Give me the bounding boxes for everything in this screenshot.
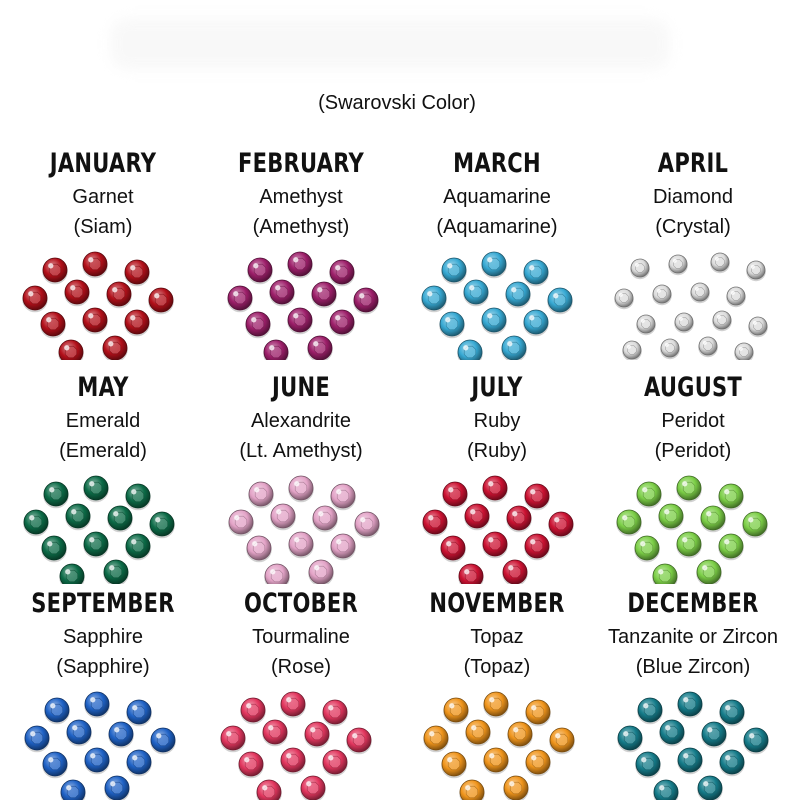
gem-icon [330, 534, 356, 560]
gem-icon [263, 340, 289, 360]
month-name: AUGUST [643, 372, 743, 403]
gem-icon [525, 750, 551, 776]
month-cell-october [202, 588, 400, 803]
month-cell-july [398, 372, 596, 587]
gem-icon [676, 476, 702, 502]
gem-icon [82, 252, 108, 278]
gem-icon [65, 504, 91, 530]
swarovski-name: (Ruby) [466, 440, 527, 462]
gem-icon [630, 259, 650, 279]
gem-icon [652, 564, 678, 584]
gem-icon [308, 560, 334, 584]
month-cell-august [594, 372, 792, 587]
month-name: MARCH [453, 148, 541, 179]
month-name: MAY [77, 372, 129, 403]
gem-icon [106, 282, 132, 308]
gem-icon [124, 310, 150, 336]
gem-icon [288, 476, 314, 502]
gem-icon [440, 536, 466, 562]
swarovski-name: (Lt. Amethyst) [239, 440, 363, 462]
month-name: DECEMBER [627, 588, 759, 619]
swarovski-name: (Peridot) [654, 440, 732, 462]
gem-icon [734, 343, 754, 360]
gem-icon [547, 288, 573, 314]
gem-icon [84, 748, 110, 774]
gem-icon [150, 728, 176, 754]
gem-icon [503, 776, 529, 800]
gem-icon [483, 692, 509, 718]
gem-icon [636, 482, 662, 508]
stone-name: Tourmaline [252, 626, 350, 648]
gem-icon [674, 313, 694, 333]
gem-icon [637, 698, 663, 724]
month-name: JULY [471, 372, 523, 403]
swarovski-name: (Aquamarine) [436, 216, 558, 238]
gem-cluster [398, 250, 596, 360]
gem-icon [458, 564, 484, 584]
gem-icon [124, 260, 150, 286]
gem-cluster [398, 690, 596, 800]
gem-icon [748, 317, 768, 337]
gem-icon [66, 720, 92, 746]
gem-icon [238, 752, 264, 778]
gem-icon [712, 311, 732, 331]
month-name: SEPTEMBER [31, 588, 175, 619]
gem-icon [501, 336, 527, 360]
gem-icon [262, 720, 288, 746]
swarovski-name: (Amethyst) [252, 216, 350, 238]
stone-name: Diamond [652, 186, 734, 208]
gem-cluster [202, 250, 400, 360]
gem-icon [22, 286, 48, 312]
gem-icon [746, 261, 766, 281]
gem-icon [719, 750, 745, 776]
gem-icon [668, 255, 688, 275]
gem-cluster [4, 474, 202, 584]
gem-icon [148, 288, 174, 314]
gem-icon [660, 339, 680, 359]
gem-icon [524, 534, 550, 560]
gem-icon [307, 336, 333, 360]
gem-icon [247, 258, 273, 284]
gem-icon [525, 700, 551, 726]
gem-icon [719, 700, 745, 726]
gem-icon [482, 476, 508, 502]
gem-icon [287, 252, 313, 278]
gem-icon [83, 532, 109, 558]
gem-icon [481, 308, 507, 334]
stone-name: Ruby [473, 410, 521, 432]
gem-icon [330, 484, 356, 510]
gem-icon [548, 512, 574, 538]
gem-icon [264, 564, 290, 584]
gem-icon [304, 722, 330, 748]
gem-cluster [4, 690, 202, 800]
gem-icon [696, 560, 722, 584]
gem-icon [481, 252, 507, 278]
gem-icon [464, 504, 490, 530]
month-cell-november [398, 588, 596, 803]
gem-icon [280, 692, 306, 718]
swarovski-name: (Rose) [270, 656, 331, 678]
stone-name: Emerald [65, 410, 141, 432]
gem-icon [652, 285, 672, 305]
gem-icon [459, 780, 485, 800]
gem-icon [636, 315, 656, 335]
gem-icon [549, 728, 575, 754]
gem-icon [82, 308, 108, 334]
gem-icon [700, 506, 726, 532]
stone-name: Tanzanite or Zircon [607, 626, 779, 648]
gem-icon [84, 692, 110, 718]
swarovski-name: (Siam) [73, 216, 133, 238]
swarovski-name: (Crystal) [655, 216, 731, 238]
gem-icon [108, 722, 134, 748]
gem-icon [40, 312, 66, 338]
gem-icon [287, 308, 313, 334]
stone-name: Alexandrite [250, 410, 352, 432]
gem-icon [653, 780, 679, 800]
month-name: OCTOBER [244, 588, 358, 619]
gem-icon [228, 510, 254, 536]
gem-icon [240, 698, 266, 724]
gem-icon [743, 728, 769, 754]
gem-icon [697, 776, 723, 800]
gem-icon [524, 484, 550, 510]
gem-icon [322, 750, 348, 776]
month-cell-september [4, 588, 202, 803]
gem-icon [103, 560, 129, 584]
gem-icon [718, 534, 744, 560]
gem-icon [312, 506, 338, 532]
gem-icon [354, 512, 380, 538]
gem-icon [42, 258, 68, 284]
gem-cluster [398, 474, 596, 584]
gem-icon [635, 752, 661, 778]
gem-icon [58, 340, 84, 360]
swarovski-name: (Emerald) [59, 440, 147, 462]
month-name: APRIL [657, 148, 729, 179]
stone-name: Peridot [661, 410, 725, 432]
gem-icon [441, 258, 467, 284]
gem-icon [457, 340, 483, 360]
gem-icon [126, 700, 152, 726]
month-name: NOVEMBER [429, 588, 565, 619]
gem-icon [423, 726, 449, 752]
gem-icon [269, 280, 295, 306]
gem-icon [505, 282, 531, 308]
month-name: JANUARY [49, 148, 157, 179]
gem-icon [622, 341, 642, 360]
gem-icon [617, 726, 643, 752]
gem-icon [353, 288, 379, 314]
gem-icon [506, 506, 532, 532]
gem-icon [439, 312, 465, 338]
swarovski-name: (Sapphire) [56, 656, 150, 678]
gem-icon [726, 287, 746, 307]
gem-icon [676, 532, 702, 558]
month-cell-march [398, 148, 596, 363]
month-name: FEBRUARY [238, 148, 364, 179]
gem-icon [742, 512, 768, 538]
month-cell-february [202, 148, 400, 363]
swarovski-name: (Blue Zircon) [635, 656, 751, 678]
gem-icon [523, 260, 549, 286]
gem-icon [23, 510, 49, 536]
gem-icon [441, 752, 467, 778]
stone-name: Aquamarine [443, 186, 551, 208]
gem-icon [102, 336, 128, 360]
gem-icon [125, 484, 151, 510]
subtitle: (Swarovski Color) [318, 92, 476, 114]
gem-icon [346, 728, 372, 754]
month-cell-june [202, 372, 400, 587]
gem-icon [227, 286, 253, 312]
gem-icon [149, 512, 175, 538]
gem-icon [245, 312, 271, 338]
month-cell-april [594, 148, 792, 363]
gem-icon [322, 700, 348, 726]
gem-icon [677, 692, 703, 718]
stone-name: Garnet [72, 186, 134, 208]
gem-icon [482, 532, 508, 558]
gem-icon [698, 337, 718, 357]
gem-icon [42, 752, 68, 778]
gem-icon [256, 780, 282, 800]
gem-icon [658, 504, 684, 530]
gem-icon [659, 720, 685, 746]
gem-icon [634, 536, 660, 562]
gem-icon [616, 510, 642, 536]
gem-cluster [202, 690, 400, 800]
gem-icon [280, 748, 306, 774]
gem-icon [443, 698, 469, 724]
gem-icon [483, 748, 509, 774]
gem-icon [64, 280, 90, 306]
gem-icon [126, 750, 152, 776]
gem-icon [677, 748, 703, 774]
gem-icon [463, 280, 489, 306]
gem-icon [246, 536, 272, 562]
month-cell-december [594, 588, 792, 803]
stone-name: Amethyst [259, 186, 343, 208]
gem-icon [220, 726, 246, 752]
gem-icon [465, 720, 491, 746]
gem-icon [329, 310, 355, 336]
gem-icon [718, 484, 744, 510]
gem-icon [614, 289, 634, 309]
month-cell-january [4, 148, 202, 363]
gem-icon [104, 776, 130, 800]
gem-cluster [4, 250, 202, 360]
gem-cluster [594, 474, 792, 584]
month-cell-may [4, 372, 202, 587]
gem-cluster [594, 690, 792, 800]
gem-icon [24, 726, 50, 752]
gem-icon [701, 722, 727, 748]
month-name: JUNE [272, 372, 330, 403]
gem-cluster [202, 474, 400, 584]
gem-icon [421, 286, 447, 312]
gem-icon [710, 253, 730, 273]
gem-icon [60, 780, 86, 800]
gem-icon [41, 536, 67, 562]
gem-icon [107, 506, 133, 532]
gem-icon [422, 510, 448, 536]
gem-icon [125, 534, 151, 560]
gem-icon [248, 482, 274, 508]
gem-icon [300, 776, 326, 800]
gem-icon [288, 532, 314, 558]
gem-icon [270, 504, 296, 530]
gem-icon [507, 722, 533, 748]
gem-icon [329, 260, 355, 286]
stone-name: Topaz [470, 626, 524, 648]
gem-icon [442, 482, 468, 508]
gem-icon [44, 698, 70, 724]
swarovski-name: (Topaz) [463, 656, 531, 678]
gem-icon [311, 282, 337, 308]
gem-icon [43, 482, 69, 508]
gem-icon [59, 564, 85, 584]
gem-icon [690, 283, 710, 303]
gem-icon [523, 310, 549, 336]
blurred-title [110, 18, 670, 70]
gem-icon [502, 560, 528, 584]
stone-name: Sapphire [62, 626, 144, 648]
gem-icon [83, 476, 109, 502]
gem-cluster [594, 250, 792, 360]
